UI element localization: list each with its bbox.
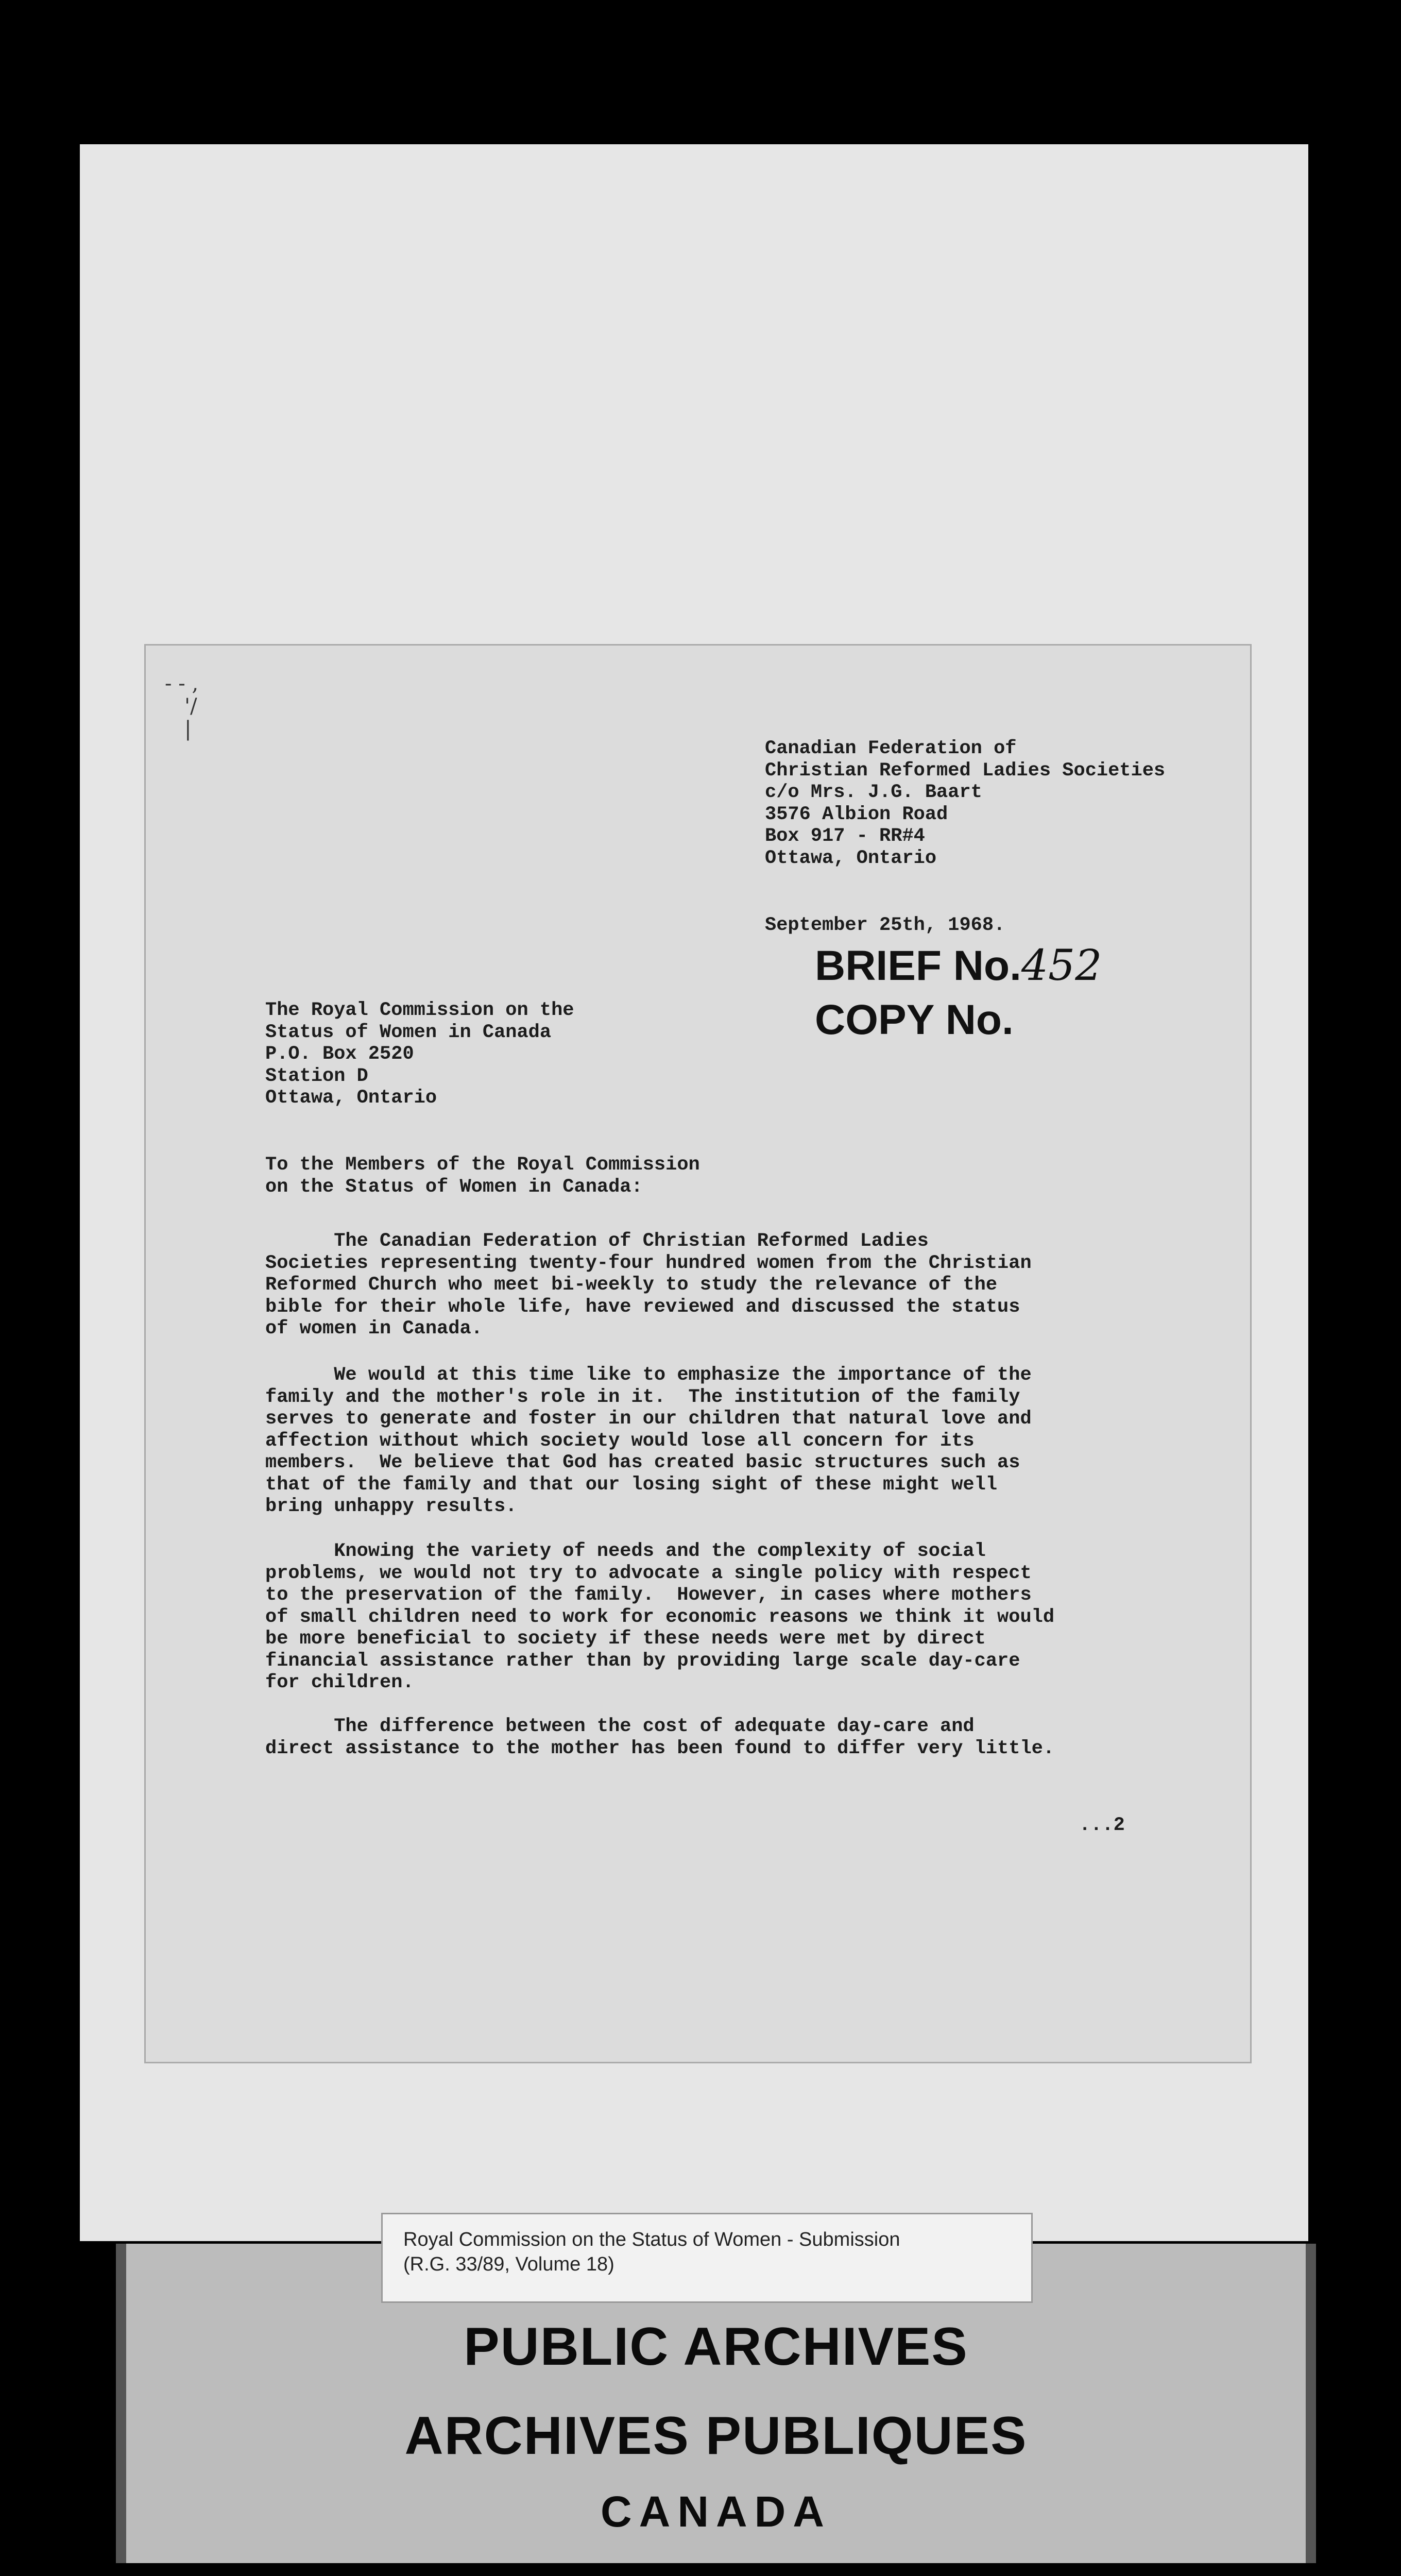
paragraph-4: The difference between the cost of adequate day-care and direct assistance to the mother has been found to differ very little. xyxy=(265,1716,1055,1759)
letter-date: September 25th, 1968. xyxy=(765,914,1005,936)
brief-stamp xyxy=(815,943,1102,989)
paragraph-2: We would at this time like to emphasize the importance of the family and the mother's role in it. The institution of the family serves to generate and foster in our children that natural love and affection without which society would lose all concern for its members. We believe that God has created basic structures such as that of the family and that our losing sight of these might well bring unhappy results. xyxy=(265,1364,1032,1517)
catalog-label xyxy=(381,2213,1033,2303)
paragraph-3: Knowing the variety of needs and the complexity of social problems, we would not try to advocate a single policy with respect to the preservation of the family. However, in cases where mothers of small children need to work for economic reasons we think it would be more beneficial to society if these needs were met by direct financial assistance rather than by providing large scale day-care for children. xyxy=(265,1540,1055,1693)
catalog-label-reference: (R.G. 33/89, Volume 18) xyxy=(403,2253,614,2275)
catalog-label-text: Royal Commission on the Status of Women - Submission xyxy=(403,2229,900,2250)
archives-title-english: PUBLIC ARCHIVES xyxy=(464,2317,968,2377)
paragraph-1: The Canadian Federation of Christian Reformed Ladies Societies representing twenty-four hundred women from the Christian Reformed Church who meet bi-weekly to study the relevance of the bible for their whole life, have reviewed and discussed the status of women in Canada. xyxy=(265,1230,1032,1340)
brief-number: 452 xyxy=(1021,941,1102,990)
handwritten-marks: - - , '/ | xyxy=(165,672,199,741)
salutation: To the Members of the Royal Commission on the Status of Women in Canada: xyxy=(265,1154,700,1198)
copy-stamp: COPY No. xyxy=(815,996,1014,1043)
archives-country: CANADA xyxy=(601,2487,831,2536)
brief-label: BRIEF No. xyxy=(815,942,1021,989)
sender-address: Canadian Federation of Christian Reformed Ladies Societies c/o Mrs. J.G. Baart 3576 Albion Road Box 917 - RR#4 Ottawa, Ontario xyxy=(765,738,1166,869)
continuation-marker: ...2 xyxy=(1079,1815,1125,1836)
recipient-address: The Royal Commission on the Status of Women in Canada P.O. Box 2520 Station D Ottawa, Ontario xyxy=(265,999,574,1109)
archives-title-french: ARCHIVES PUBLIQUES xyxy=(404,2406,1028,2466)
